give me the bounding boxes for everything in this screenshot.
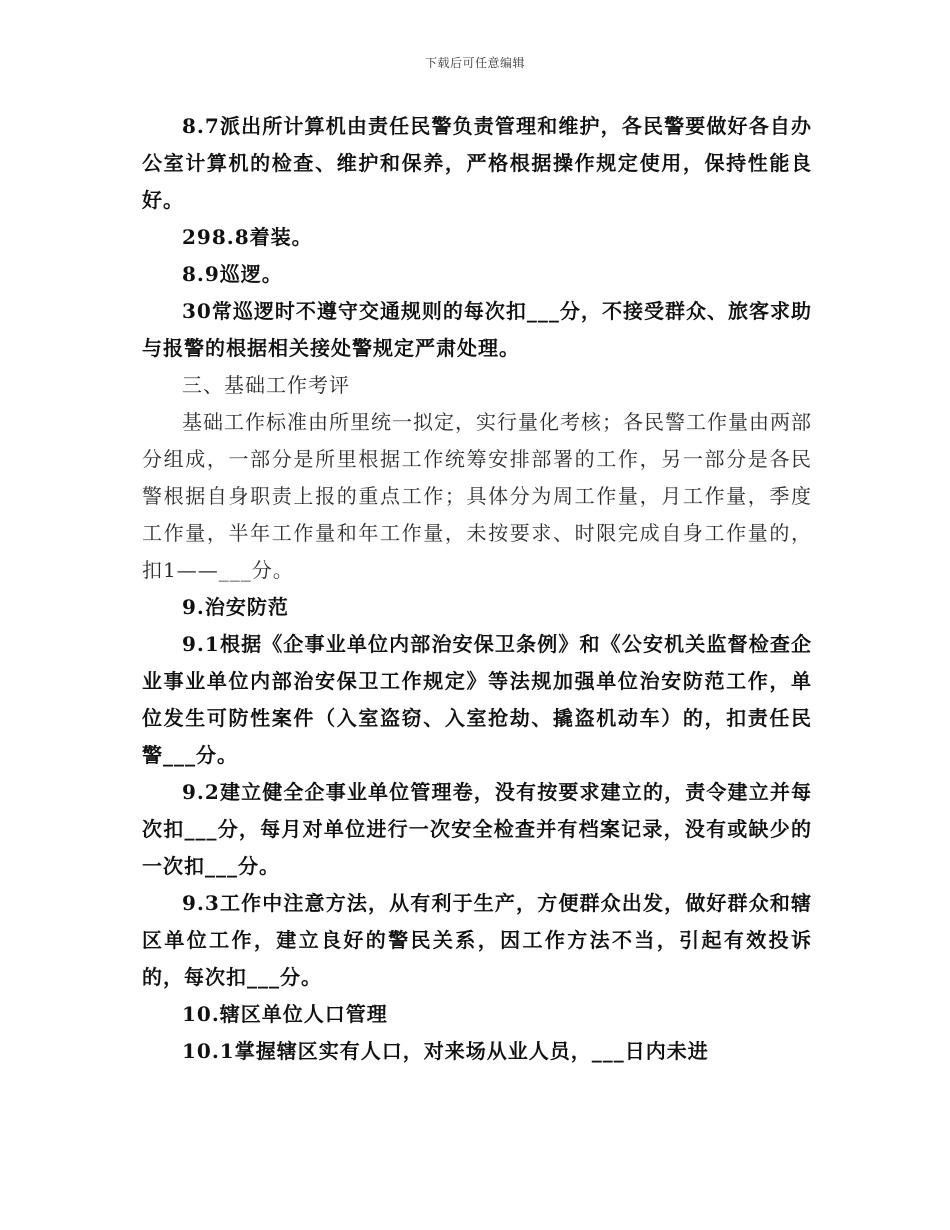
paragraph-9-1: 9.1根据《企事业单位内部治安保卫条例》和《公安机关监督检查企业事业单位内部治安保卫工作规定》等法规加强单位治安防范工作，单位发生可防性案件（入室盗窃、入室抢劫、撬盗机动车）的，扣责任民警___分。: [142, 632, 812, 767]
paragraph-8-8: 298.8着装。: [182, 225, 313, 249]
heading-10-population: 10.辖区单位人口管理: [182, 1002, 388, 1026]
paragraph-8-9: 8.9巡逻。: [182, 262, 283, 286]
section-heading-basic-work: 三、基础工作考评: [182, 373, 350, 397]
paragraph-8-7: 8.7派出所计算机由责任民警负责管理和维护，各民警要做好各自办公室计算机的检查、维护和保养，严格根据操作规定使用，保持性能良好。: [142, 114, 812, 212]
paragraph-basic-work-standard: 基础工作标准由所里统一拟定，实行量化考核；各民警工作量由两部分组成，一部分是所里根据工作统筹安排部署的工作，另一部分是各民警根据自身职责上报的重点工作；具体分为周工作量，月工作量，季度工作量，半年工作量和年工作量，未按要求、时限完成自身工作量的，扣1——___分。: [142, 410, 812, 582]
page-header: 下载后可任意编辑: [424, 56, 525, 70]
document-body: [142, 108, 812, 1070]
heading-9-public-security: 9.治安防范: [182, 595, 289, 619]
paragraph-9-2: 9.2建立健全企事业单位管理卷，没有按要求建立的，责令建立并每次扣___分，每月对单位进行一次安全检查并有档案记录，没有或缺少的一次扣___分。: [142, 780, 812, 878]
paragraph-9-3: 9.3工作中注意方法，从有利于生产，方便群众出发，做好群众和辖区单位工作，建立良好的警民关系，因工作方法不当，引起有效投诉的，每次扣___分。: [142, 891, 812, 989]
paragraph-10-1: 10.1掌握辖区实有人口，对来场从业人员，___日内未进: [182, 1039, 709, 1063]
paragraph-patrol-rule: 30常巡逻时不遵守交通规则的每次扣___分，不接受群众、旅客求助与报警的根据相关接处警规定严肃处理。: [142, 299, 812, 360]
